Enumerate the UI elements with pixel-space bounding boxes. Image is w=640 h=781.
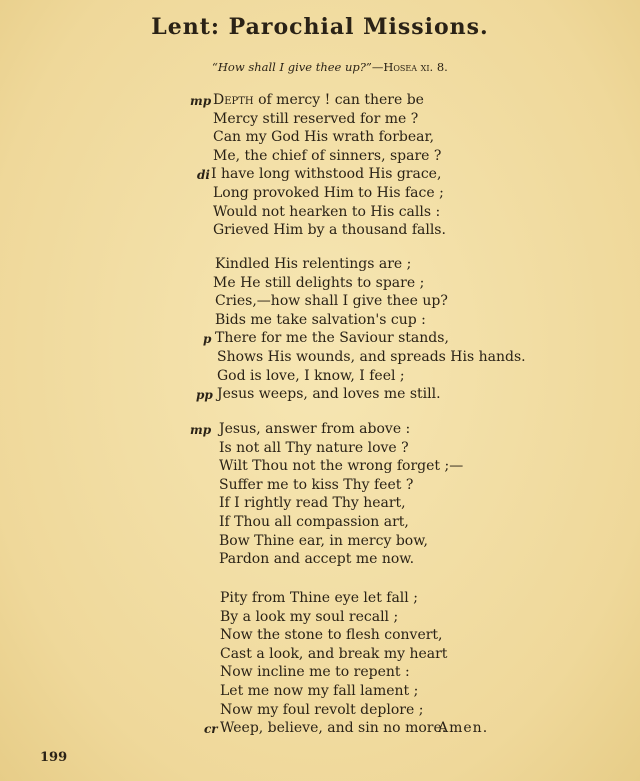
dynamic-marking: cr <box>204 722 218 737</box>
hymn-line: Me He still delights to spare ; <box>213 274 425 291</box>
hymn-line: Cries,—how shall I give thee up? <box>215 293 448 310</box>
page-title: Lent: Parochial Missions. <box>151 14 489 40</box>
hymn-line: Would not hearken to His calls : <box>213 203 441 220</box>
page-number: 199 <box>40 750 68 765</box>
epigraph-quote: “How shall I give thee up?” <box>212 60 372 74</box>
amen: Amen. <box>438 720 489 736</box>
hymn-line: Depth of mercy ! can there be <box>213 92 424 108</box>
hymn-line: Jesus weeps, and loves me still. <box>217 386 441 403</box>
hymn-line: Bow Thine ear, in mercy bow, <box>219 532 428 549</box>
dynamic-marking: mp <box>190 423 212 437</box>
hymn-first-word: Depth <box>213 92 254 108</box>
hymn-line: If I rightly read Thy heart, <box>219 495 406 512</box>
hymn-line: Long provoked Him to His face ; <box>213 185 444 201</box>
dynamic-marking: p <box>203 332 212 347</box>
hymn-line: I have long withstood His grace, <box>211 166 442 183</box>
hymn-line: Kindled His relentings are ; <box>215 256 412 272</box>
hymn-line: Let me now my fall lament ; <box>220 683 419 699</box>
epigraph <box>212 60 448 74</box>
epigraph-reference: —Hosea xi. 8. <box>371 60 448 74</box>
dynamic-marking: di <box>197 168 210 183</box>
hymn-line: There for me the Saviour stands, <box>215 330 449 347</box>
hymn-line: Pity from Thine eye let fall ; <box>220 590 418 606</box>
dynamic-marking: pp <box>196 388 213 403</box>
hymn-line: Now the stone to flesh convert, <box>220 627 443 644</box>
hymn-line: Me, the chief of sinners, spare ? <box>213 147 442 164</box>
hymn-line: Cast a look, and break my heart <box>220 645 448 662</box>
hymn-line: Wilt Thou not the wrong forget ;— <box>219 458 464 475</box>
hymn-line: Now incline me to repent : <box>220 664 410 681</box>
dynamic-marking: mp <box>190 94 212 108</box>
hymn-line: Weep, believe, and sin no more. <box>220 720 447 737</box>
hymn-line: By a look my soul recall ; <box>220 608 399 625</box>
hymn-line: Bids me take salvation's cup : <box>215 311 426 328</box>
hymn-line: Grieved Him by a thousand falls. <box>213 222 446 239</box>
hymn-line: Mercy still reserved for me ? <box>213 110 419 127</box>
hymn-line: Suffer me to kiss Thy feet ? <box>219 476 414 493</box>
hymn-line: Is not all Thy nature love ? <box>219 439 409 456</box>
hymn-line: God is love, I know, I feel ; <box>217 367 405 384</box>
hymn-line: Can my God His wrath forbear, <box>213 129 435 146</box>
hymn-line: Shows His wounds, and spreads His hands. <box>217 349 526 365</box>
hymn-line: If Thou all compassion art, <box>219 514 409 530</box>
hymn-line: Pardon and accept me now. <box>219 551 415 568</box>
hymn-line: Jesus, answer from above : <box>219 421 411 437</box>
hymn-line: Now my foul revolt deplore ; <box>220 701 424 718</box>
